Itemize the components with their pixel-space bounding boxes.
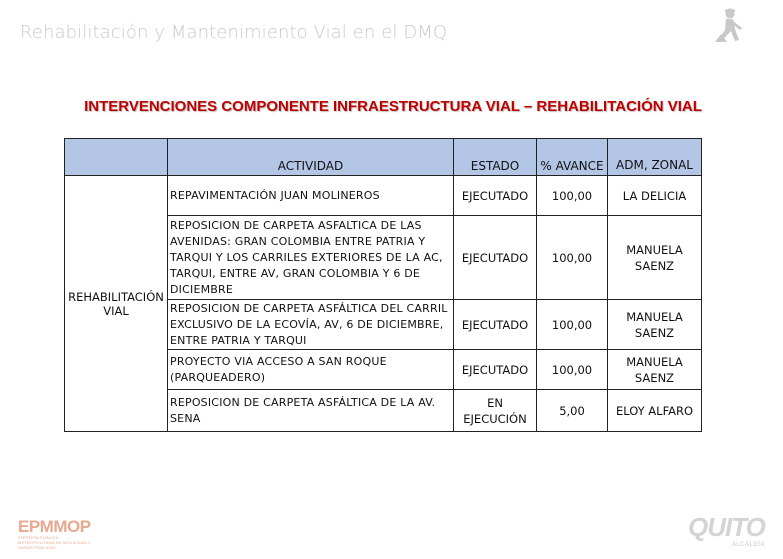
header-zonal: ADM, ZONAL (608, 139, 702, 176)
actividad-cell: REPAVIMENTACIÓN JUAN MOLINEROS (168, 176, 454, 216)
construction-worker-icon (713, 8, 745, 42)
zonal-cell: MANUELA SAENZ (608, 216, 702, 300)
section-title: INTERVENCIONES COMPONENTE INFRAESTRUCTURA VIAL – REHABILITACIÓN VIAL (84, 98, 702, 115)
estado-cell: EJECUTADO (454, 216, 537, 300)
quito-logo-subtitle: ALCALDÍA (731, 542, 765, 548)
category-cell: REHABILITACIÓN VIAL (65, 176, 168, 432)
estado-cell: EN EJECUCIÓN (454, 390, 537, 432)
quito-logo-text: QUITO (688, 512, 765, 542)
zonal-cell: ELOY ALFARO (608, 390, 702, 432)
header-category (65, 139, 168, 176)
actividad-cell: PROYECTO VIA ACCESO A SAN ROQUE (PARQUEADERO) (168, 350, 454, 390)
zonal-cell: MANUELA SAENZ (608, 300, 702, 350)
avance-cell: 100,00 (537, 350, 608, 390)
avance-cell: 100,00 (537, 216, 608, 300)
estado-cell: EJECUTADO (454, 300, 537, 350)
epmmop-logo-text: EPMMOP (18, 517, 91, 536)
table-row (65, 176, 702, 216)
header-estado: ESTADO (454, 139, 537, 176)
actividad-cell: REPOSICION DE CARPETA ASFÁLTICA DEL CARRIL EXCLUSIVO DE LA ECOVÍA, AV, 6 DE DICIEMBRE, ENTRE PATRIA Y TARQUI (168, 300, 454, 350)
estado-cell: EJECUTADO (454, 176, 537, 216)
actividad-cell: REPOSICION DE CARPETA ASFALTICA DE LAS AVENIDAS: GRAN COLOMBIA ENTRE PATRIA Y TARQUI Y LOS CARRILES EXTERIORES DE LA AC, TARQUI, ENTRE AV, GRAN COLOMBIA Y 6 DE DICIEMBRE (168, 216, 454, 300)
header-avance: % AVANCE (537, 139, 608, 176)
interventions-table (64, 138, 702, 432)
zonal-cell: LA DELICIA (608, 176, 702, 216)
avance-cell: 100,00 (537, 300, 608, 350)
header-actividad: ACTIVIDAD (168, 139, 454, 176)
avance-cell: 5,00 (537, 390, 608, 432)
epmmop-logo (18, 518, 93, 550)
estado-cell: EJECUTADO (454, 350, 537, 390)
avance-cell: 100,00 (537, 176, 608, 216)
actividad-cell: REPOSICION DE CARPETA ASFÁLTICA DE LA AV. SENA (168, 390, 454, 432)
quito-logo (688, 514, 765, 548)
epmmop-logo-subtitle: EMPRESA PÚBLICA METROPOLITANA DE MOVILIDAD Y OBRAS PÚBLICAS (18, 535, 91, 550)
zonal-cell: MANUELA SAENZ (608, 350, 702, 390)
page-header-title: Rehabilitación y Mantenimiento Vial en el DMQ (20, 22, 448, 43)
table-header-row (65, 139, 702, 176)
